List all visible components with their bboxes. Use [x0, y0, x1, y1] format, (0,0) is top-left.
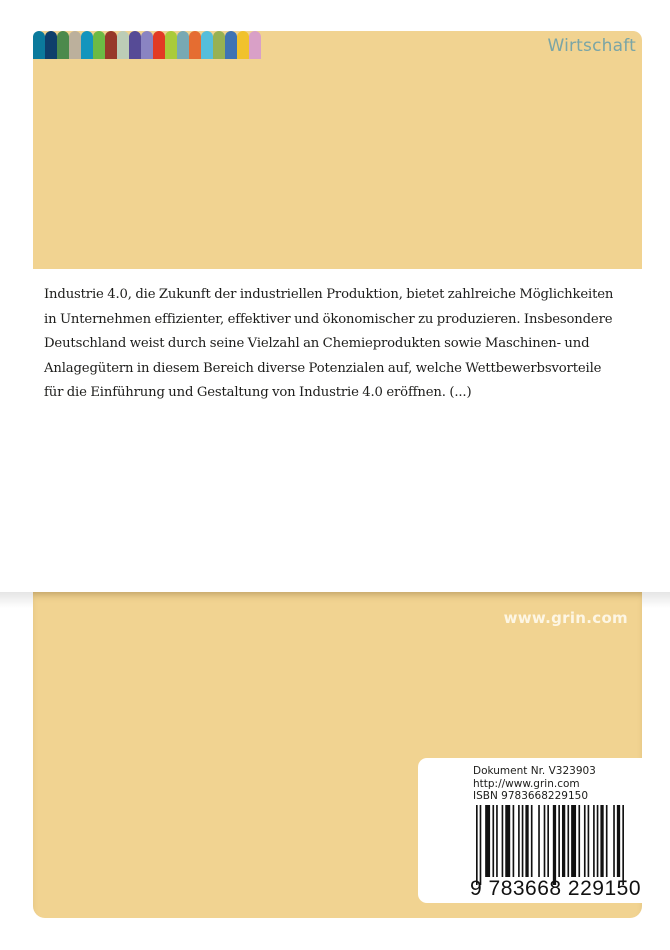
color-tab: [81, 31, 93, 59]
color-tab: [201, 31, 213, 59]
color-tab: [141, 31, 153, 59]
color-tab: [33, 31, 45, 59]
abstract-line: in Unternehmen effizienter, effektiver und ökonomischer zu produzieren. Insbesondere: [44, 311, 613, 327]
barcode-icon: [476, 805, 626, 885]
cover-top-panel: [33, 31, 642, 269]
color-tab: [57, 31, 69, 59]
color-tab: [177, 31, 189, 59]
color-tab: [189, 31, 201, 59]
abstract-line: für die Einführung und Gestaltung von Industrie 4.0 eröffnen. (...): [44, 385, 472, 400]
color-tab: [237, 31, 249, 59]
publisher-website: www.grin.com: [503, 609, 628, 627]
barcode-digits: 9 783668 229150: [470, 877, 641, 900]
color-tab: [165, 31, 177, 59]
color-tab: [213, 31, 225, 59]
color-tab: [249, 31, 261, 59]
color-tab: [45, 31, 57, 59]
abstract-line: Industrie 4.0, die Zukunft der industriellen Produktion, bietet zahlreiche Möglichkeiten: [44, 287, 614, 302]
color-tab: [69, 31, 81, 59]
color-tab: [117, 31, 129, 59]
document-number: Dokument Nr. V323903: [473, 765, 596, 777]
color-tab: [105, 31, 117, 59]
color-tab: [225, 31, 237, 59]
abstract-text: [44, 283, 634, 406]
document-url: http://www.grin.com: [473, 777, 580, 790]
category-label: Wirtschaft: [547, 36, 636, 56]
abstract-line: Anlagegütern in diesem Bereich diverse Potenzialen auf, welche Wettbewerbsvorteile: [44, 360, 602, 376]
color-tab-strip: [33, 31, 261, 59]
color-tab: [93, 31, 105, 59]
abstract-line: Deutschland weist durch seine Vielzahl an Chemieprodukten sowie Maschinen- und: [44, 336, 590, 351]
document-info: [473, 765, 596, 803]
isbn-label: ISBN 9783668229150: [473, 790, 589, 802]
color-tab: [153, 31, 165, 59]
color-tab: [129, 31, 141, 59]
